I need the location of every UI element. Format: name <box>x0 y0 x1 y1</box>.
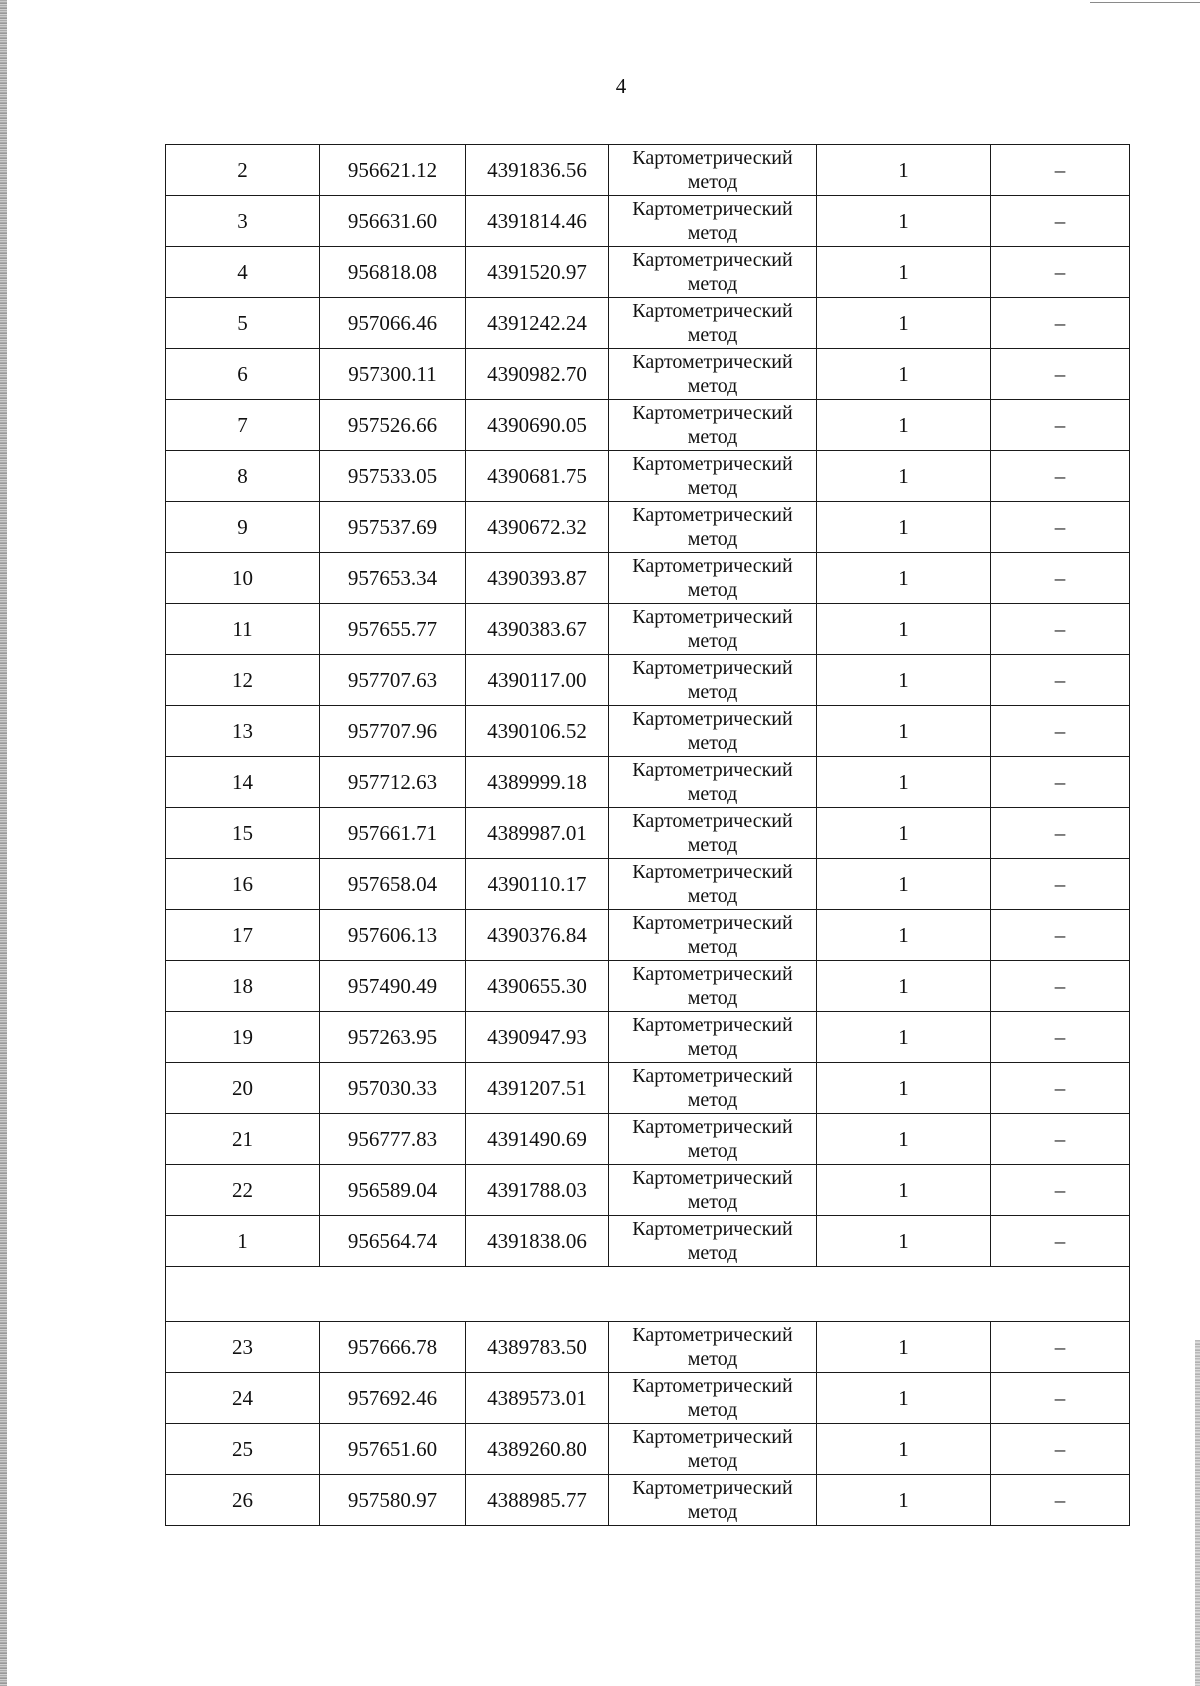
method-cell <box>609 961 817 1012</box>
y-coordinate-cell: 4390947.93 <box>466 1012 609 1063</box>
description-cell: – <box>991 1373 1130 1424</box>
table-row <box>166 655 1130 706</box>
x-coordinate-cell: 957661.71 <box>320 808 466 859</box>
precision-cell: 1 <box>817 1322 991 1373</box>
x-coordinate-cell: 957712.63 <box>320 757 466 808</box>
description-cell: – <box>991 196 1130 247</box>
y-coordinate-cell: 4390110.17 <box>466 859 609 910</box>
method-line-2: метод <box>687 1140 738 1162</box>
point-number-cell: 12 <box>166 655 320 706</box>
method-line-1: Картометрический <box>632 1014 793 1036</box>
point-number-cell: 3 <box>166 196 320 247</box>
precision-cell: 1 <box>817 400 991 451</box>
precision-cell: 1 <box>817 451 991 502</box>
description-cell: – <box>991 502 1130 553</box>
table-row <box>166 757 1130 808</box>
precision-cell: 1 <box>817 196 991 247</box>
description-cell: – <box>991 1322 1130 1373</box>
x-coordinate-cell: 957533.05 <box>320 451 466 502</box>
point-number-cell: 4 <box>166 247 320 298</box>
table-row <box>166 451 1130 502</box>
x-coordinate-cell: 956777.83 <box>320 1114 466 1165</box>
method-line-1: Картометрический <box>632 1426 793 1448</box>
description-cell: – <box>991 757 1130 808</box>
point-number-cell: 14 <box>166 757 320 808</box>
precision-cell: 1 <box>817 1216 991 1267</box>
description-cell: – <box>991 298 1130 349</box>
precision-cell: 1 <box>817 859 991 910</box>
scan-edge-right <box>1195 1340 1200 1686</box>
method-line-2: метод <box>687 222 738 244</box>
method-line-2: метод <box>687 783 738 805</box>
y-coordinate-cell: 4390383.67 <box>466 604 609 655</box>
point-number-cell: 8 <box>166 451 320 502</box>
description-cell: – <box>991 349 1130 400</box>
method-line-2: метод <box>687 834 738 856</box>
y-coordinate-cell: 4391788.03 <box>466 1165 609 1216</box>
point-number-cell: 20 <box>166 1063 320 1114</box>
precision-cell: 1 <box>817 1063 991 1114</box>
table-row <box>166 1216 1130 1267</box>
method-line-2: метод <box>687 1501 738 1523</box>
point-number-cell: 25 <box>166 1424 320 1475</box>
page-number: 4 <box>615 74 627 98</box>
precision-cell: 1 <box>817 706 991 757</box>
method-cell <box>609 1216 817 1267</box>
point-number-cell: 5 <box>166 298 320 349</box>
method-line-2: метод <box>687 477 738 499</box>
precision-cell: 1 <box>817 1114 991 1165</box>
method-line-1: Картометрический <box>632 555 793 577</box>
table-row <box>166 961 1130 1012</box>
description-cell: – <box>991 655 1130 706</box>
x-coordinate-cell: 957707.63 <box>320 655 466 706</box>
point-number-cell: 6 <box>166 349 320 400</box>
x-coordinate-cell: 956589.04 <box>320 1165 466 1216</box>
method-cell <box>609 349 817 400</box>
x-coordinate-cell: 957666.78 <box>320 1322 466 1373</box>
point-number-cell: 13 <box>166 706 320 757</box>
method-line-2: метод <box>687 1089 738 1111</box>
x-coordinate-cell: 956621.12 <box>320 145 466 196</box>
method-cell <box>609 196 817 247</box>
point-number-cell: 16 <box>166 859 320 910</box>
description-cell: – <box>991 400 1130 451</box>
table-row <box>166 400 1130 451</box>
description-cell: – <box>991 1063 1130 1114</box>
method-line-2: метод <box>687 1450 738 1472</box>
table-row <box>166 859 1130 910</box>
table-row <box>166 349 1130 400</box>
method-line-1: Картометрический <box>632 147 793 169</box>
x-coordinate-cell: 957066.46 <box>320 298 466 349</box>
method-line-2: метод <box>687 375 738 397</box>
x-coordinate-cell: 957658.04 <box>320 859 466 910</box>
x-coordinate-cell: 957655.77 <box>320 604 466 655</box>
description-cell: – <box>991 553 1130 604</box>
point-number-cell: 18 <box>166 961 320 1012</box>
method-line-1: Картометрический <box>632 300 793 322</box>
method-cell <box>609 298 817 349</box>
method-cell <box>609 1063 817 1114</box>
x-coordinate-cell: 957263.95 <box>320 1012 466 1063</box>
precision-cell: 1 <box>817 1475 991 1526</box>
precision-cell: 1 <box>817 910 991 961</box>
description-cell: – <box>991 1216 1130 1267</box>
y-coordinate-cell: 4390681.75 <box>466 451 609 502</box>
y-coordinate-cell: 4391520.97 <box>466 247 609 298</box>
method-line-1: Картометрический <box>632 861 793 883</box>
method-line-2: метод <box>687 885 738 907</box>
y-coordinate-cell: 4389573.01 <box>466 1373 609 1424</box>
precision-cell: 1 <box>817 145 991 196</box>
precision-cell: 1 <box>817 349 991 400</box>
y-coordinate-cell: 4389987.01 <box>466 808 609 859</box>
method-line-1: Картометрический <box>632 453 793 475</box>
method-line-2: метод <box>687 630 738 652</box>
table-row <box>166 604 1130 655</box>
precision-cell: 1 <box>817 757 991 808</box>
method-cell <box>609 706 817 757</box>
table-row <box>166 247 1130 298</box>
point-number-cell: 2 <box>166 145 320 196</box>
method-cell <box>609 604 817 655</box>
description-cell: – <box>991 247 1130 298</box>
scan-edge-left <box>0 0 7 1686</box>
precision-cell: 1 <box>817 604 991 655</box>
description-cell: – <box>991 1114 1130 1165</box>
description-cell: – <box>991 706 1130 757</box>
y-coordinate-cell: 4391242.24 <box>466 298 609 349</box>
table-row <box>166 1475 1130 1526</box>
method-line-1: Картометрический <box>632 1477 793 1499</box>
description-cell: – <box>991 808 1130 859</box>
x-coordinate-cell: 957526.66 <box>320 400 466 451</box>
method-line-1: Картометрический <box>632 1167 793 1189</box>
y-coordinate-cell: 4391814.46 <box>466 196 609 247</box>
y-coordinate-cell: 4389260.80 <box>466 1424 609 1475</box>
point-number-cell: 15 <box>166 808 320 859</box>
point-number-cell: 10 <box>166 553 320 604</box>
method-line-2: метод <box>687 1191 738 1213</box>
table-row <box>166 1012 1130 1063</box>
table-row <box>166 1114 1130 1165</box>
x-coordinate-cell: 957030.33 <box>320 1063 466 1114</box>
x-coordinate-cell: 956818.08 <box>320 247 466 298</box>
table-row <box>166 298 1130 349</box>
method-line-2: метод <box>687 732 738 754</box>
precision-cell: 1 <box>817 808 991 859</box>
method-line-1: Картометрический <box>632 708 793 730</box>
method-line-2: метод <box>687 579 738 601</box>
method-cell <box>609 808 817 859</box>
method-line-1: Картометрический <box>632 657 793 679</box>
point-number-cell: 26 <box>166 1475 320 1526</box>
method-line-2: метод <box>687 936 738 958</box>
precision-cell: 1 <box>817 1373 991 1424</box>
method-line-1: Картометрический <box>632 351 793 373</box>
precision-cell: 1 <box>817 553 991 604</box>
precision-cell: 1 <box>817 1012 991 1063</box>
method-line-1: Картометрический <box>632 1218 793 1240</box>
x-coordinate-cell: 957300.11 <box>320 349 466 400</box>
method-cell <box>609 502 817 553</box>
method-line-2: метод <box>687 528 738 550</box>
precision-cell: 1 <box>817 502 991 553</box>
table-row <box>166 553 1130 604</box>
y-coordinate-cell: 4390655.30 <box>466 961 609 1012</box>
method-line-2: метод <box>687 1348 738 1370</box>
table-row <box>166 502 1130 553</box>
table-row <box>166 196 1130 247</box>
y-coordinate-cell: 4388985.77 <box>466 1475 609 1526</box>
method-line-1: Картометрический <box>632 759 793 781</box>
table-row <box>166 145 1130 196</box>
point-number-cell: 9 <box>166 502 320 553</box>
table-row <box>166 808 1130 859</box>
method-line-2: метод <box>687 681 738 703</box>
point-number-cell: 22 <box>166 1165 320 1216</box>
separator-cell <box>166 1267 1130 1322</box>
method-line-2: метод <box>687 171 738 193</box>
table-row <box>166 1063 1130 1114</box>
description-cell: – <box>991 961 1130 1012</box>
method-cell <box>609 1475 817 1526</box>
x-coordinate-cell: 957651.60 <box>320 1424 466 1475</box>
method-line-2: метод <box>687 1038 738 1060</box>
method-line-1: Картометрический <box>632 249 793 271</box>
x-coordinate-cell: 957692.46 <box>320 1373 466 1424</box>
method-line-1: Картометрический <box>632 1065 793 1087</box>
method-line-2: метод <box>687 273 738 295</box>
method-cell <box>609 859 817 910</box>
table-row <box>166 910 1130 961</box>
x-coordinate-cell: 957707.96 <box>320 706 466 757</box>
precision-cell: 1 <box>817 655 991 706</box>
y-coordinate-cell: 4389783.50 <box>466 1322 609 1373</box>
method-line-2: метод <box>687 1242 738 1264</box>
point-number-cell: 17 <box>166 910 320 961</box>
y-coordinate-cell: 4390690.05 <box>466 400 609 451</box>
precision-cell: 1 <box>817 298 991 349</box>
separator-row <box>166 1267 1130 1322</box>
x-coordinate-cell: 957490.49 <box>320 961 466 1012</box>
point-number-cell: 24 <box>166 1373 320 1424</box>
y-coordinate-cell: 4391838.06 <box>466 1216 609 1267</box>
table-row <box>166 1165 1130 1216</box>
table-row <box>166 1322 1130 1373</box>
y-coordinate-cell: 4389999.18 <box>466 757 609 808</box>
method-cell <box>609 145 817 196</box>
method-cell <box>609 1373 817 1424</box>
precision-cell: 1 <box>817 1424 991 1475</box>
x-coordinate-cell: 956564.74 <box>320 1216 466 1267</box>
x-coordinate-cell: 957653.34 <box>320 553 466 604</box>
description-cell: – <box>991 1012 1130 1063</box>
table-row <box>166 1424 1130 1475</box>
method-line-1: Картометрический <box>632 1375 793 1397</box>
y-coordinate-cell: 4391207.51 <box>466 1063 609 1114</box>
point-number-cell: 11 <box>166 604 320 655</box>
y-coordinate-cell: 4390393.87 <box>466 553 609 604</box>
x-coordinate-cell: 957537.69 <box>320 502 466 553</box>
point-number-cell: 7 <box>166 400 320 451</box>
x-coordinate-cell: 957606.13 <box>320 910 466 961</box>
method-line-1: Картометрический <box>632 912 793 934</box>
precision-cell: 1 <box>817 961 991 1012</box>
scan-top-rule <box>1090 2 1200 3</box>
method-cell <box>609 1012 817 1063</box>
method-line-1: Картометрический <box>632 810 793 832</box>
x-coordinate-cell: 957580.97 <box>320 1475 466 1526</box>
y-coordinate-cell: 4391490.69 <box>466 1114 609 1165</box>
point-number-cell: 23 <box>166 1322 320 1373</box>
method-line-2: метод <box>687 426 738 448</box>
method-line-1: Картометрический <box>632 198 793 220</box>
method-cell <box>609 451 817 502</box>
method-line-2: метод <box>687 1399 738 1421</box>
coordinates-table-body <box>166 145 1130 1526</box>
method-line-1: Картометрический <box>632 1116 793 1138</box>
method-line-1: Картометрический <box>632 963 793 985</box>
method-cell <box>609 400 817 451</box>
description-cell: – <box>991 451 1130 502</box>
method-line-2: метод <box>687 987 738 1009</box>
method-cell <box>609 1114 817 1165</box>
description-cell: – <box>991 859 1130 910</box>
point-number-cell: 19 <box>166 1012 320 1063</box>
description-cell: – <box>991 1165 1130 1216</box>
y-coordinate-cell: 4390672.32 <box>466 502 609 553</box>
description-cell: – <box>991 1424 1130 1475</box>
method-cell <box>609 655 817 706</box>
method-cell <box>609 247 817 298</box>
method-cell <box>609 910 817 961</box>
point-number-cell: 1 <box>166 1216 320 1267</box>
method-cell <box>609 757 817 808</box>
table-row <box>166 706 1130 757</box>
method-cell <box>609 1322 817 1373</box>
method-line-1: Картометрический <box>632 504 793 526</box>
table-row <box>166 1373 1130 1424</box>
precision-cell: 1 <box>817 1165 991 1216</box>
method-cell <box>609 1165 817 1216</box>
method-line-2: метод <box>687 324 738 346</box>
point-number-cell: 21 <box>166 1114 320 1165</box>
y-coordinate-cell: 4391836.56 <box>466 145 609 196</box>
y-coordinate-cell: 4390982.70 <box>466 349 609 400</box>
description-cell: – <box>991 604 1130 655</box>
description-cell: – <box>991 145 1130 196</box>
method-line-1: Картометрический <box>632 606 793 628</box>
precision-cell: 1 <box>817 247 991 298</box>
description-cell: – <box>991 910 1130 961</box>
description-cell: – <box>991 1475 1130 1526</box>
method-line-1: Картометрический <box>632 1324 793 1346</box>
method-cell <box>609 553 817 604</box>
x-coordinate-cell: 956631.60 <box>320 196 466 247</box>
y-coordinate-cell: 4390117.00 <box>466 655 609 706</box>
coordinates-table <box>165 144 1130 1526</box>
method-cell <box>609 1424 817 1475</box>
y-coordinate-cell: 4390376.84 <box>466 910 609 961</box>
method-line-1: Картометрический <box>632 402 793 424</box>
y-coordinate-cell: 4390106.52 <box>466 706 609 757</box>
